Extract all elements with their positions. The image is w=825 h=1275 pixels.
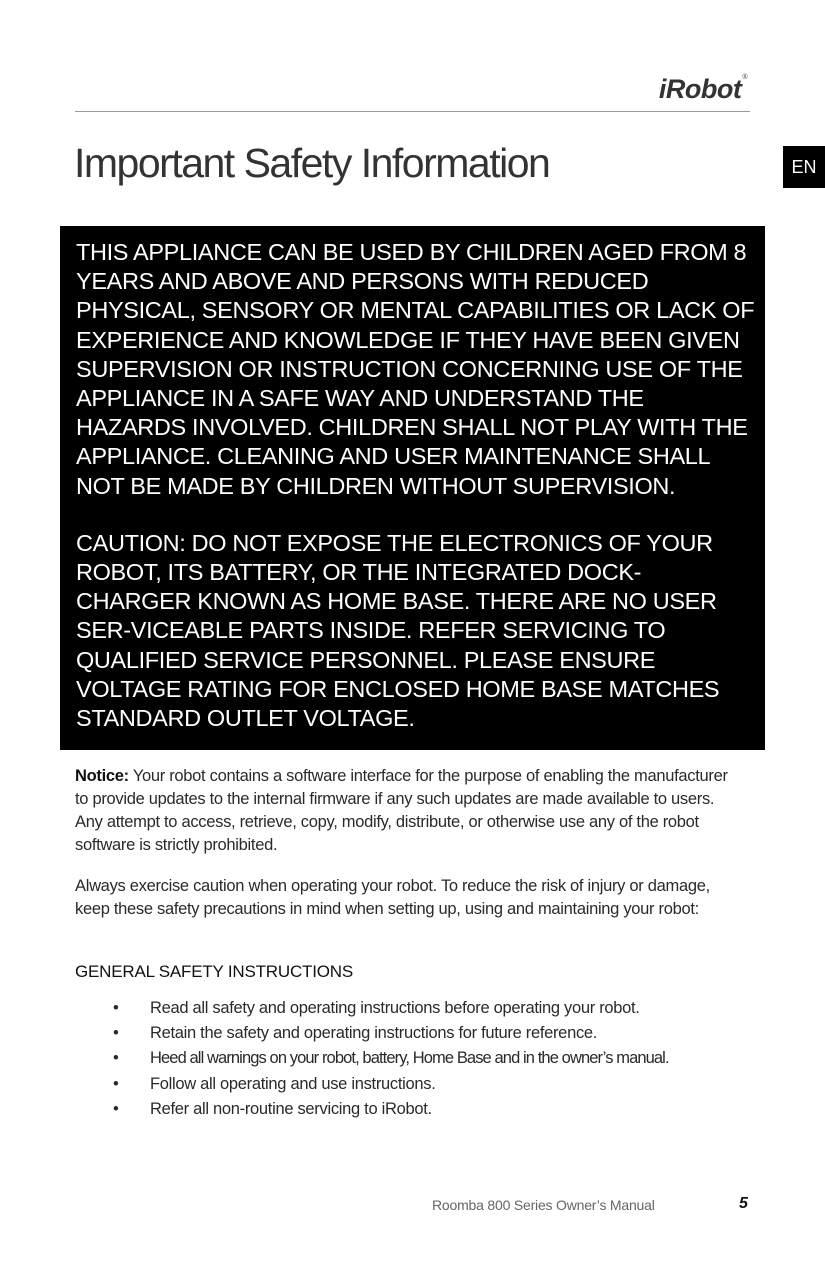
list-item-text: Refer all non-routine servicing to iRobot. [150, 1099, 432, 1118]
list-item [75, 1073, 669, 1098]
list-item-text: Follow all operating and use instructions. [150, 1074, 436, 1093]
general-safety-list [75, 997, 669, 1123]
bullet-icon: • [113, 1099, 119, 1118]
bullet-icon: • [113, 1074, 119, 1093]
page-title: Important Safety Information [74, 140, 550, 186]
list-item-text: Heed all warnings on your robot, battery, Home Base and in the owner’s manual. [150, 1049, 669, 1068]
warning-box [60, 226, 765, 750]
general-safety-heading: GENERAL SAFETY INSTRUCTIONS [75, 962, 353, 981]
list-item [75, 1047, 669, 1072]
bullet-icon: • [113, 1024, 119, 1043]
notice-text: Your robot contains a software interface for the purpose of enabling the manufacturer to provide updates to the internal firmware if any such updates are made available to users. Any attempt to access, retrieve, copy, modify, distribute, or otherwise use any of the robot software is strictly prohibited. [75, 767, 728, 854]
irobot-logo [659, 74, 747, 105]
list-item [75, 1022, 669, 1047]
caution-paragraph: Always exercise caution when operating your robot. To reduce the risk of injury or damage, keep these safety precautions in mind when setting up, using and maintaining your robot: [75, 877, 710, 918]
notice-label: Notice: [75, 767, 129, 785]
page-number: 5 [739, 1195, 748, 1212]
logo-text: iRobot [658, 74, 742, 104]
list-item [75, 997, 669, 1022]
list-item-text: Read all safety and operating instructions before operating your robot. [150, 999, 640, 1017]
warning-caution-paragraph: CAUTION: DO NOT EXPOSE THE ELECTRONICS OF YOUR ROBOT, ITS BATTERY, OR THE INTEGRATED DOCK-CHARGER KNOWN AS HOME BASE. THERE ARE NO USER SER-VICEABLE PARTS INSIDE. REFER SERVICING TO QUALIFIED SERVICE PERSONNEL. PLEASE ENSURE VOLTAGE RATING FOR ENCLOSED HOME BASE MATCHES STANDARD OUTLET VOLTAGE. [76, 529, 720, 732]
warning-children-paragraph: THIS APPLIANCE CAN BE USED BY CHILDREN AGED FROM 8 YEARS AND ABOVE AND PERSONS WITH REDUCED PHYSICAL, SENSORY OR MENTAL CAPABILITIES OR LACK OF EXPERIENCE AND KNOWLEDGE IF THEY HAVE BEEN GIVEN SUPERVISION OR INSTRUCTION CONCERNING USE OF THE APPLIANCE IN A SAFE WAY AND UNDERSTAND THE HAZARDS INVOLVED. CHILDREN SHALL NOT PLAY WITH THE APPLIANCE. CLEANING AND USER MAINTENANCE SHALL NOT BE MADE BY CHILDREN WITHOUT SUPERVISION. [76, 239, 755, 499]
registered-mark: ® [742, 74, 747, 81]
notice-paragraph [75, 765, 735, 857]
header-divider [75, 111, 750, 112]
bullet-icon: • [113, 1049, 118, 1068]
bullet-icon: • [113, 999, 119, 1017]
footer-manual-title: Roomba 800 Series Owner’s Manual [432, 1197, 655, 1213]
list-item [75, 1098, 669, 1123]
language-tab: EN [783, 146, 825, 188]
list-item-text: Retain the safety and operating instructions for future reference. [150, 1024, 598, 1043]
